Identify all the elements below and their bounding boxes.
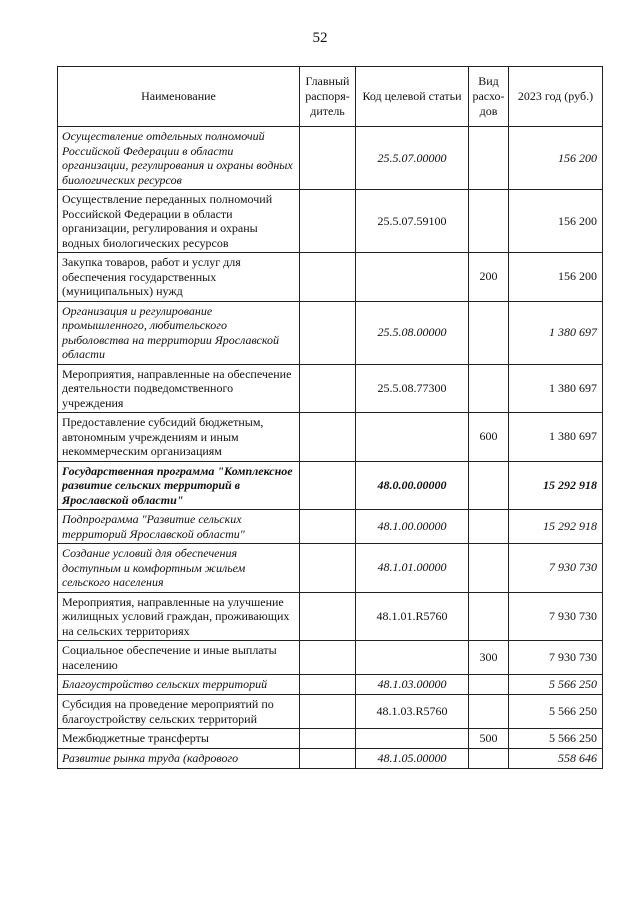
table-row	[58, 413, 603, 462]
table-header-row	[58, 67, 603, 127]
cell-manager	[300, 695, 356, 729]
table-row	[58, 749, 603, 769]
table-row	[58, 190, 603, 253]
cell-expense-type	[469, 592, 509, 641]
cell-sum: 1 380 697	[509, 301, 603, 364]
cell-name: Осуществление отдельных полномочий Российской Федерации в области организации, регулирования и охраны водных биологических ресурсов	[58, 127, 300, 190]
cell-manager	[300, 364, 356, 413]
header-target-code: Код целевой статьи	[356, 67, 469, 127]
cell-sum: 5 566 250	[509, 675, 603, 695]
cell-name: Развитие рынка труда (кадрового	[58, 749, 300, 769]
cell-manager	[300, 461, 356, 510]
cell-expense-type: 600	[469, 413, 509, 462]
cell-name: Организация и регулирование промышленного, любительского рыболовства на территории Ярославской области	[58, 301, 300, 364]
cell-sum: 15 292 918	[509, 510, 603, 544]
cell-manager	[300, 544, 356, 593]
cell-code: 25.5.07.00000	[356, 127, 469, 190]
cell-sum: 7 930 730	[509, 592, 603, 641]
header-year-2023: 2023 год (руб.)	[509, 67, 603, 127]
cell-manager	[300, 729, 356, 749]
table-row	[58, 301, 603, 364]
cell-expense-type	[469, 301, 509, 364]
cell-code: 48.1.01.R5760	[356, 592, 469, 641]
cell-sum: 1 380 697	[509, 364, 603, 413]
cell-name: Подпрограмма "Развитие сельских территорий Ярославской области"	[58, 510, 300, 544]
cell-name: Социальное обеспечение и иные выплаты населению	[58, 641, 300, 675]
cell-sum: 156 200	[509, 253, 603, 302]
cell-name: Межбюджетные трансферты	[58, 729, 300, 749]
cell-code: 48.1.01.00000	[356, 544, 469, 593]
cell-manager	[300, 510, 356, 544]
table-row	[58, 127, 603, 190]
cell-expense-type	[469, 675, 509, 695]
cell-expense-type: 300	[469, 641, 509, 675]
cell-sum: 558 646	[509, 749, 603, 769]
cell-manager	[300, 253, 356, 302]
cell-code: 48.1.03.R5760	[356, 695, 469, 729]
cell-name: Мероприятия, направленные на обеспечение деятельности подведомственного учреждения	[58, 364, 300, 413]
cell-code	[356, 729, 469, 749]
cell-expense-type	[469, 749, 509, 769]
cell-manager	[300, 675, 356, 695]
cell-code: 48.1.05.00000	[356, 749, 469, 769]
table-row	[58, 729, 603, 749]
table-row	[58, 510, 603, 544]
table-row	[58, 675, 603, 695]
header-name: Наименование	[58, 67, 300, 127]
table-row	[58, 592, 603, 641]
cell-expense-type	[469, 190, 509, 253]
cell-code: 25.5.07.59100	[356, 190, 469, 253]
cell-expense-type	[469, 510, 509, 544]
cell-code	[356, 253, 469, 302]
page-number: 52	[312, 30, 328, 46]
cell-expense-type	[469, 364, 509, 413]
cell-code: 48.0.00.00000	[356, 461, 469, 510]
cell-sum: 15 292 918	[509, 461, 603, 510]
cell-expense-type	[469, 695, 509, 729]
cell-name: Благоустройство сельских территорий	[58, 675, 300, 695]
header-main-manager: Главный распоря-дитель	[300, 67, 356, 127]
cell-manager	[300, 641, 356, 675]
cell-sum: 1 380 697	[509, 413, 603, 462]
cell-sum: 7 930 730	[509, 641, 603, 675]
cell-manager	[300, 127, 356, 190]
table-row	[58, 461, 603, 510]
cell-manager	[300, 413, 356, 462]
cell-code: 25.5.08.77300	[356, 364, 469, 413]
cell-code: 48.1.00.00000	[356, 510, 469, 544]
cell-manager	[300, 301, 356, 364]
cell-expense-type	[469, 544, 509, 593]
cell-name: Государственная программа "Комплексное развитие сельских территорий в Ярославской области"	[58, 461, 300, 510]
cell-code	[356, 641, 469, 675]
cell-code: 48.1.03.00000	[356, 675, 469, 695]
cell-name: Закупка товаров, работ и услуг для обеспечения государственных (муниципальных) нужд	[58, 253, 300, 302]
table-row	[58, 364, 603, 413]
cell-sum: 5 566 250	[509, 729, 603, 749]
cell-name: Осуществление переданных полномочий Российской Федерации в области организации, регулирования и охраны водных биологических ресурсов	[58, 190, 300, 253]
cell-expense-type: 500	[469, 729, 509, 749]
cell-expense-type	[469, 127, 509, 190]
cell-manager	[300, 190, 356, 253]
table-row	[58, 253, 603, 302]
cell-manager	[300, 592, 356, 641]
cell-expense-type	[469, 461, 509, 510]
cell-sum: 7 930 730	[509, 544, 603, 593]
cell-manager	[300, 749, 356, 769]
cell-name: Субсидия на проведение мероприятий по благоустройству сельских территорий	[58, 695, 300, 729]
table-row	[58, 695, 603, 729]
table-row	[58, 544, 603, 593]
cell-name: Мероприятия, направленные на улучшение жилищных условий граждан, проживающих на сельских территориях	[58, 592, 300, 641]
cell-code	[356, 413, 469, 462]
table-row	[58, 641, 603, 675]
cell-name: Предоставление субсидий бюджетным, автономным учреждениям и иным некоммерческим организациям	[58, 413, 300, 462]
budget-table	[57, 66, 603, 769]
header-expense-type: Вид расхо-дов	[469, 67, 509, 127]
cell-name: Создание условий для обеспечения доступным и комфортным жильем сельского населения	[58, 544, 300, 593]
cell-sum: 5 566 250	[509, 695, 603, 729]
cell-sum: 156 200	[509, 127, 603, 190]
cell-expense-type: 200	[469, 253, 509, 302]
cell-sum: 156 200	[509, 190, 603, 253]
cell-code: 25.5.08.00000	[356, 301, 469, 364]
